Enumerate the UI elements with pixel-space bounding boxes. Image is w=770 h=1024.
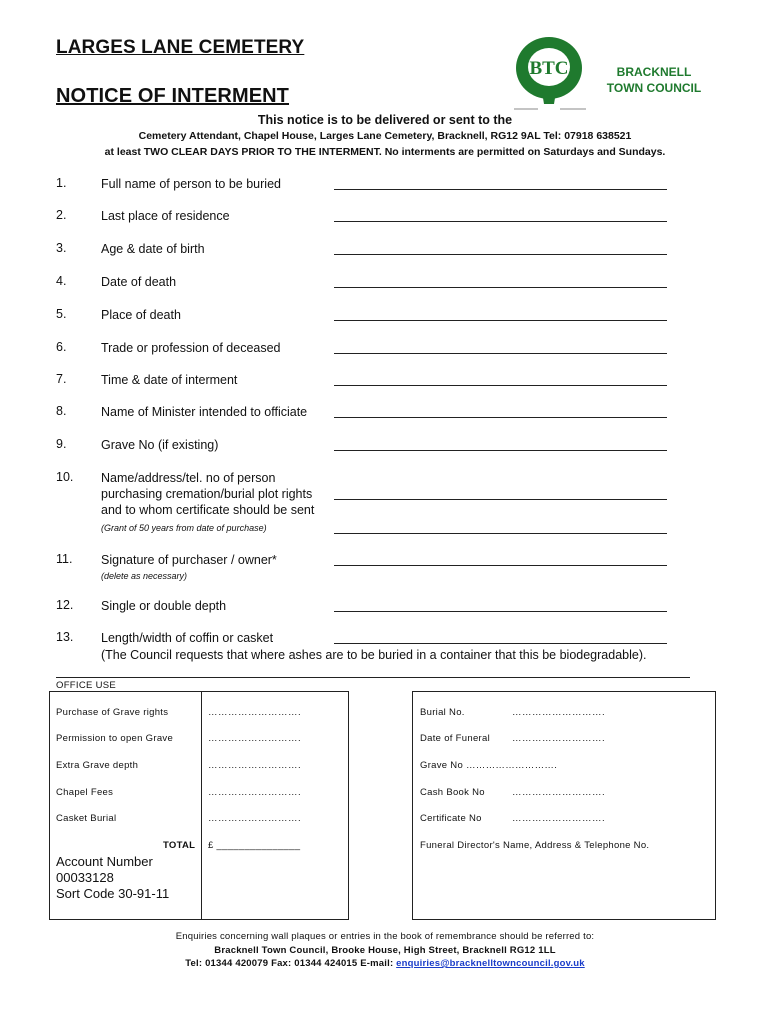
council-address: Bracknell Town Council, Brooke House, High Street, Bracknell RG12 1LL [214,945,556,956]
org-name-line1: BRACKNELL [616,65,692,79]
funeral-date-label: Date of Funeral [420,733,490,744]
org-name [600,64,708,96]
burial-no-field[interactable]: ………………………. [512,707,606,718]
funeral-director-label: Funeral Director's Name, Address & Telephone No. [420,840,650,851]
field-number: 13. [56,630,74,644]
field-label: Time & date of interment [101,373,238,387]
enquiries-note: Enquiries concerning wall plaques or entries in the book of remembrance should be referred to: [175,931,595,942]
certificate-field[interactable]: ………………………. [512,813,606,824]
field-label: Trade or profession of deceased [101,341,281,355]
account-details [56,854,169,902]
fee-label-grave-rights: Purchase of Grave rights [56,707,169,718]
logo-lettering: BTC [529,58,569,79]
deadline-notice: at least TWO CLEAR DAYS PRIOR TO THE INTERMENT. No interments are permitted on Saturdays and Sundays. [104,146,666,158]
contact-phone-fax: Tel: 01344 420079 Fax: 01344 424015 E-mail: [185,958,397,969]
field-label: Age & date of birth [101,242,205,256]
field-label: purchasing cremation/burial plot rights [101,487,313,501]
delivery-instruction: This notice is to be delivered or sent to the [257,113,513,127]
office-right-box [412,691,716,920]
field-number: 1. [56,176,67,190]
field-number: 7. [56,372,67,386]
sort-code: Sort Code 30-91-11 [56,886,170,901]
depth-input-line[interactable] [334,611,667,612]
account-number-label: Account Number [56,854,153,869]
field-number: 12. [56,598,74,612]
cemetery-title: LARGES LANE CEMETERY [56,37,305,58]
field-number: 10. [56,470,74,484]
office-left-divider [201,691,202,919]
field-number: 11. [56,552,73,566]
office-use-heading: OFFICE USE [56,680,117,691]
field-number: 2. [56,208,67,222]
field-label: and to whom certificate should be sent [101,503,315,517]
grave-no-input-line[interactable] [334,450,667,451]
date-of-death-input-line[interactable] [334,287,667,288]
field-note: (Grant of 50 years from date of purchase) [101,523,267,533]
field-number: 4. [56,274,67,288]
fee-value-field[interactable]: ………………………. [208,733,302,744]
field-label: Last place of residence [101,209,230,223]
place-of-death-input-line[interactable] [334,320,667,321]
fee-value-field[interactable]: ………………………. [208,760,302,771]
field-label: Date of death [101,275,177,289]
certificate-label: Certificate No [420,813,482,824]
section-divider [56,677,690,678]
coffin-size-input-line[interactable] [334,643,667,644]
funeral-date-field[interactable]: ………………………. [512,733,606,744]
interment-time-input-line[interactable] [334,385,667,386]
cash-book-label: Cash Book No [420,787,485,798]
full-name-input-line[interactable] [334,189,667,190]
fee-label-chapel: Chapel Fees [56,787,114,798]
profession-input-line[interactable] [334,353,667,354]
fee-value-field[interactable]: ………………………. [208,787,302,798]
org-name-line2: TOWN COUNCIL [606,81,702,95]
page-title: NOTICE OF INTERMENT [56,85,290,107]
total-label: TOTAL [163,840,196,851]
field-note: (The Council requests that where ashes are to be buried in a container that this be biodegradable). [101,648,647,662]
cash-book-field[interactable]: ………………………. [512,787,606,798]
residence-input-line[interactable] [334,221,667,222]
field-number: 5. [56,307,67,321]
signature-input-line[interactable] [334,565,667,566]
btc-tree-logo-icon [508,34,590,114]
field-label: Name of Minister intended to officiate [101,405,308,419]
fee-value-field[interactable]: ………………………. [208,707,302,718]
burial-no-label: Burial No. [420,707,465,718]
grave-no-office-field[interactable]: Grave No ………………………. [420,760,558,771]
field-label: Name/address/tel. no of person [101,471,276,485]
fee-value-field[interactable]: ………………………. [208,813,302,824]
field-number: 6. [56,340,67,354]
purchaser-details-input-line-2[interactable] [334,533,667,534]
field-note: (delete as necessary) [101,571,188,581]
field-number: 8. [56,404,67,418]
field-number: 9. [56,437,67,451]
age-dob-input-line[interactable] [334,254,667,255]
field-label: Grave No (if existing) [101,438,219,452]
field-label: Full name of person to be buried [101,177,281,191]
fee-label-casket: Casket Burial [56,813,117,824]
email-link[interactable]: enquiries@bracknelltowncouncil.gov.uk [396,958,585,969]
field-label: Signature of purchaser / owner* [101,553,277,567]
fee-label-extra-depth: Extra Grave depth [56,760,139,771]
fee-label-open-grave: Permission to open Grave [56,733,174,744]
field-number: 3. [56,241,67,255]
contact-line [0,958,770,969]
field-label: Length/width of coffin or casket [101,631,274,645]
minister-input-line[interactable] [334,417,667,418]
field-label: Place of death [101,308,181,322]
total-value-field[interactable]: £ _______________ [208,840,301,851]
account-number-value: 00033128 [56,870,114,885]
attendant-address: Cemetery Attendant, Chapel House, Larges Lane Cemetery, Bracknell, RG12 9AL Tel: 07918 638521 [138,130,632,142]
purchaser-details-input-line[interactable] [334,499,667,500]
field-label: Single or double depth [101,599,227,613]
